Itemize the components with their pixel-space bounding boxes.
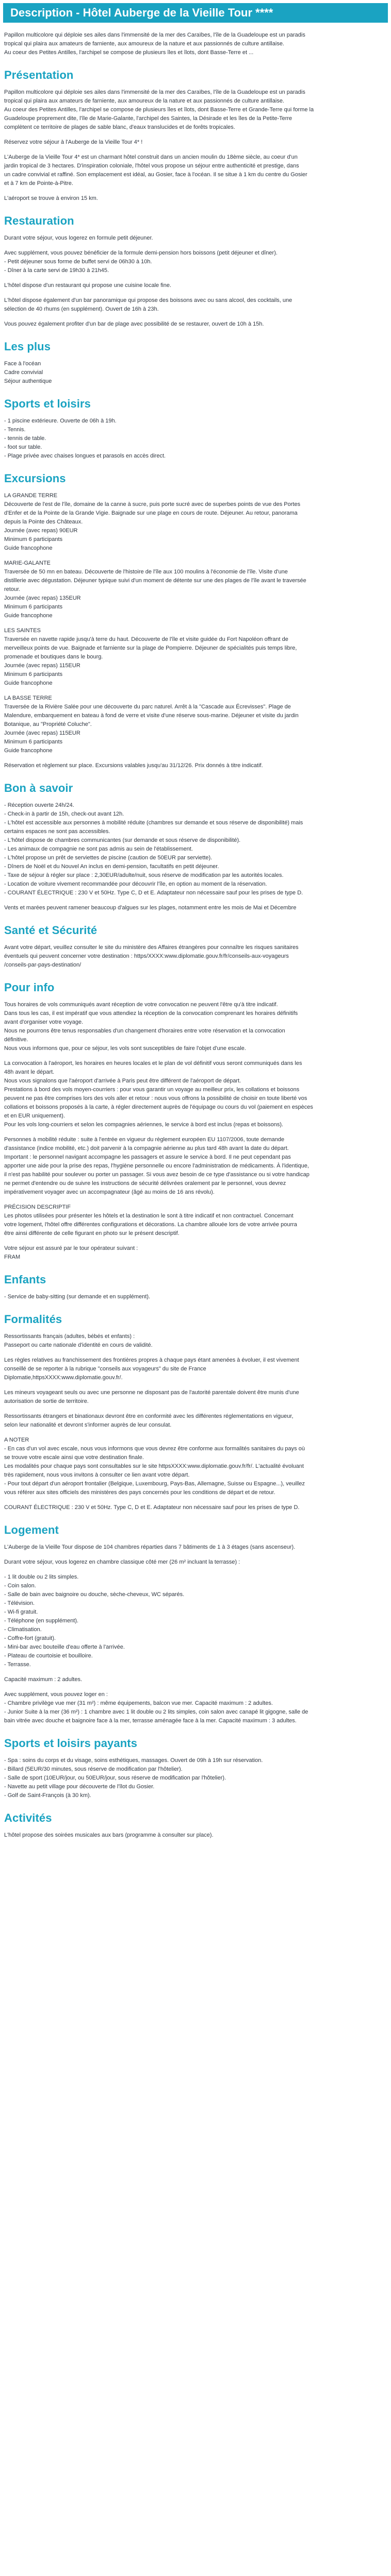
text-line: La convocation à l'aéroport, les horaires en heures locales et le plan de vol définitif vous seront communiqués dans les [4, 1060, 302, 1066]
text-line: - Location de voiture vivement recommandée pour découvrir l'île, en option au moment de la réservation. [4, 881, 267, 887]
section-intro [4, 31, 388, 57]
text-line: Nous vous signalons que l'aéroport d'arrivée à Paris peut être différent de l'aéroport de départ. [4, 1078, 241, 1084]
text-line: très rapidement, nous vous invitons à consulter ce lien avant votre départ. [4, 1472, 190, 1478]
text-line: - Dîner à la carte servi de 19h30 à 21h45. [4, 267, 109, 274]
page-title-bar [3, 3, 388, 23]
text-line: - Pour tout départ d'un aéroport frontalier (Belgique, Luxembourg, Pays-Bas, Allemagne, Suisse ou Espagne...), veuillez [4, 1481, 305, 1487]
text-line: Les photos utilisées pour présenter les hôtels et la destination le sont à titre indicatif et non contractuel. Concernant [4, 1213, 294, 1219]
text-line: - Salle de bain avec baignoire ou douche, sèche-cheveux, WC séparés. [4, 1591, 185, 1598]
text-line: Guide francophone [4, 613, 53, 619]
text-line: - Chambre privilège vue mer (31 m²) : même équipements, balcon vue mer. Capacité maximum : 2 adultes. [4, 1700, 273, 1706]
paragraph [4, 1203, 388, 1238]
section-activites [4, 1811, 388, 1840]
text-line: certains espaces ne sont pas accessibles. [4, 828, 110, 835]
section-heading-formalites: Formalités [4, 1313, 62, 1326]
text-line: Réservation et règlement sur place. Excursions valables jusqu'au 31/12/26. Prix donnés à titre indicatif. [4, 762, 263, 769]
text-line: Réservez votre séjour à l'Auberge de la Vieille Tour 4* ! [4, 139, 143, 145]
text-line: d'assistance (indice mobilité, etc.) doit parvenir à la compagnie aérienne au plus tard 48h avant la date du départ. [4, 1145, 289, 1151]
text-line: Durant votre séjour, vous logerez en chambre classique côté mer (26 m² incluant la terrasse) : [4, 1559, 240, 1565]
text-line: Ressortissants français (adultes, bébés et enfants) : [4, 1333, 135, 1340]
text-line: L'Auberge de la Vieille Tour 4* est un charmant hôtel construit dans un ancien moulin du 18ème siècle, au coeur d'un [4, 154, 298, 160]
text-line: - Coffre-fort (gratuit). [4, 1635, 56, 1641]
text-line: Pour les vols long-courriers et selon les compagnies aériennes, le service à bord est inclus (repas et boissons). [4, 1122, 284, 1128]
text-line: Minimum 6 participants [4, 604, 63, 610]
text-line: - tennis de table. [4, 435, 46, 442]
text-line: - Billard (5EUR/30 minutes, sous réserve de modification par l'hôtelier). [4, 1766, 183, 1772]
text-line: tropical qui plaira aux amateurs de farniente, aux amoureux de la nature et aux passionnés de culture antillaise. [4, 41, 284, 47]
text-line: Avec supplément, vous pouvez bénéficier de la formule demi-pension hors boissons (petit déjeuner et dîner). [4, 250, 278, 256]
text-line: - 1 lit double ou 2 lits simples. [4, 1574, 79, 1580]
text-line: Guide francophone [4, 545, 53, 551]
text-line: Guadeloupe proprement dite, l'île de Marie-Galante, l'archipel des Saintes, la Désirade et les îles de la Petite-Terre [4, 115, 292, 122]
text-line: Nous vous informons que, pour ce séjour, les vols sont susceptibles de faire l'objet d'une escale. [4, 1045, 246, 1052]
text-line: Traversée en navette rapide jusqu'à terre du haut. Découverte de l'île et visite guidée du Fort Napoléon offrant de [4, 636, 288, 642]
section-excursions [4, 472, 388, 770]
text-line: Journée (avec repas) 90EUR [4, 528, 78, 534]
text-line: A NOTER [4, 1437, 29, 1443]
paragraph [4, 801, 388, 897]
text-line: Minimum 6 participants [4, 536, 63, 543]
paragraph [4, 1675, 388, 1684]
text-line: Vous pouvez également profiter d'un bar de plage avec possibilité de se restaurer, ouvert de 10h à 15h. [4, 321, 264, 327]
paragraph [4, 626, 388, 688]
paragraph [4, 904, 388, 912]
text-line: - Dîners de Noël et du Nouvel An inclus en demi-pension, facultatifs en petit déjeuner. [4, 863, 219, 870]
text-line: Avec supplément, vous pouvez loger en : [4, 1691, 108, 1698]
paragraph [4, 1356, 388, 1382]
text-line: Séjour authentique [4, 378, 52, 384]
paragraph [4, 249, 388, 275]
text-line: complètent ce territoire de plages de sable blanc, d'eaux translucides et de forêts tropicales. [4, 124, 235, 130]
text-line: - Salle de sport (10EUR/jour, ou 50EUR/jour, sous réserve de modification par l'hôtelier). [4, 1775, 226, 1781]
page-title: Description - Hôtel Auberge de la Vieille Tour **** [10, 6, 273, 19]
text-line: PRÉCISION DESCRIPTIF [4, 1204, 71, 1210]
text-line: - Wi-fi gratuit. [4, 1609, 38, 1615]
text-line: - Tennis. [4, 427, 26, 433]
text-line: et à 7 km de Pointe-à-Pitre. [4, 180, 73, 187]
text-line: Dans tous les cas, il est impératif que vous attendiez la réception de la convocation comprenant les horaires définitifs [4, 1010, 298, 1016]
text-line: vous référer aux sites officiels des ministères des pays concernés pour les conditions de départ et de retour. [4, 1489, 275, 1496]
paragraph [4, 320, 388, 329]
text-line: /conseils-par-pays-destination/ [4, 962, 82, 968]
text-line: Au coeur des Petites Antilles, l'archipel se compose de plusieurs îles et îlots, dont Basse-Terre et Grande-Terre qui forme la [4, 107, 314, 113]
text-line: merveilleux points de vue. Baignade et farniente sur la plage de Pompierre. Déjeuner de spécialités puis temps libre, [4, 645, 297, 651]
section-heading-logement: Logement [4, 1523, 59, 1536]
text-line: Diplomatie,httpsXXXX:www.diplomatie.gouv.fr/. [4, 1375, 123, 1381]
text-line: FRAM [4, 1254, 21, 1260]
text-line: - L'hôtel propose un prêt de serviettes de piscine (caution de 50EUR par serviette). [4, 855, 213, 861]
text-line: bain vitrée avec douche et baignoire face à la mer, terrasse aménagée face à la mer. Capacité maximum : 3 adultes. [4, 1718, 297, 1724]
text-line: définitive. [4, 1037, 28, 1043]
paragraph [4, 1436, 388, 1497]
description-content [3, 31, 388, 1840]
text-line: Papillon multicolore qui déploie ses ailes dans l'immensité de la mer des Caraïbes, l'île de la Guadeloupe est un paradis [4, 89, 305, 95]
paragraph [4, 296, 388, 314]
paragraph [4, 761, 388, 770]
section-heading-restauration: Restauration [4, 214, 74, 227]
section-heading-activites: Activités [4, 1811, 52, 1824]
text-line: d'Enfer et de la Pointe de la Grande Vigie. Baignade sur une plage en cours de route. Déjeuner. Au retour, panorama [4, 510, 298, 516]
text-line: - Service de baby-sitting (sur demande et en supplément). [4, 1294, 151, 1300]
text-line: LA BASSE TERRE [4, 695, 52, 701]
text-line: LA GRANDE TERRE [4, 493, 58, 499]
text-line: Papillon multicolore qui déploie ses ailes dans l'immensité de la mer des Caraïbes, l'île de la Guadeloupe est un paradis [4, 32, 305, 38]
section-heading-enfants: Enfants [4, 1273, 46, 1286]
text-line: et en EUR uniquement). [4, 1113, 66, 1119]
paragraph [4, 492, 388, 553]
section-plus [4, 340, 388, 386]
page [0, 3, 391, 1840]
text-line: Important : le personnel navigant accompagne les passagers et assure le service à bord. Il ne peut cependant pas [4, 1154, 291, 1160]
paragraph [4, 1573, 388, 1669]
text-line: - Réception ouverte 24h/24. [4, 802, 74, 808]
paragraph [4, 31, 388, 57]
paragraph [4, 281, 388, 290]
text-line: Journée (avec repas) 115EUR [4, 663, 80, 669]
paragraph [4, 234, 388, 243]
text-line: - Junior Suite à la mer (36 m²) : 1 chambre avec 1 lit double ou 2 lits simples, coin salon avec canapé lit gigogne, salle de [4, 1709, 308, 1715]
text-line: Durant votre séjour, vous logerez en formule petit déjeuner. [4, 235, 153, 241]
section-heading-info: Pour info [4, 981, 55, 994]
paragraph [4, 1388, 388, 1406]
text-line: - Climatisation. [4, 1626, 42, 1633]
section-heading-sante: Santé et Sécurité [4, 924, 97, 937]
text-line: Les règles relatives au franchissement des frontières propres à chaque pays étant amenées à évoluer, il est vivement [4, 1357, 299, 1363]
text-line: - Télévision. [4, 1600, 35, 1606]
text-line: être ainsi différente de celle figurant en photo sur le présent descriptif. [4, 1230, 180, 1236]
text-line: Personnes à mobilité réduite : suite à l'entrée en vigueur du règlement européen EU 1107/2006, toute demande [4, 1137, 285, 1143]
paragraph [4, 194, 388, 203]
paragraph [4, 1412, 388, 1430]
text-line: tropical qui plaira aux amateurs de farniente, aux amoureux de la nature et aux passionnés de culture antillaise. [4, 98, 284, 104]
text-line: - Téléphone (en supplément). [4, 1618, 79, 1624]
text-line: - Terrasse. [4, 1662, 31, 1668]
text-line: Journée (avec repas) 135EUR [4, 595, 81, 601]
text-line: - Check-in à partir de 15h, check-out avant 12h. [4, 811, 124, 817]
section-enfants [4, 1273, 388, 1301]
text-line: Guide francophone [4, 680, 53, 686]
section-heading-plus: Les plus [4, 340, 51, 353]
text-line: Capacité maximum : 2 adultes. [4, 1676, 83, 1683]
text-line: 48h avant le départ. [4, 1069, 55, 1075]
section-sports [4, 397, 388, 461]
text-line: MARIE-GALANTE [4, 560, 51, 566]
paragraph [4, 1244, 388, 1262]
text-line: Les mineurs voyageant seuls ou avec une personne ne disposant pas de l'autorité parentale doivent être munis d'une [4, 1389, 299, 1396]
paragraph [4, 1503, 388, 1512]
text-line: Au coeur des Petites Antilles, l'archipel se compose de plusieurs îles et îlots, dont Basse-Terre et ... [4, 49, 254, 56]
text-line: votre logement, l'hôtel offre différentes configurations et décorations. La chambre allouée lors de votre arrivée pourra [4, 1222, 297, 1228]
text-line: peuvent ne pas être comprises lors des vols aller et retour : nous vous offrons la possibilité de choisir en toute liberté vos [4, 1095, 307, 1101]
text-line: L'Auberge de la Vieille Tour dispose de 104 chambres réparties dans 7 bâtiments de 1 à 3 étages (sans ascenseur). [4, 1544, 296, 1550]
text-line: conseillé de se reporter à la rubrique "conseils aux voyageurs" du site de France [4, 1366, 206, 1372]
section-info [4, 981, 388, 1262]
text-line: se trouve votre escale ainsi que votre destination finale. [4, 1454, 144, 1461]
paragraph [4, 1690, 388, 1725]
text-line: Minimum 6 participants [4, 671, 63, 677]
text-line: un cadre convivial et raffiné. Son emplacement est idéal, au Gosier, face à l'océan. Il se situe à 1 km du centre du Gosier [4, 172, 307, 178]
text-line: Ressortissants étrangers et binationaux devront être en conformité avec les différentes réglementations en vigueur, [4, 1413, 294, 1419]
text-line: Traversée de 50 mn en bateau. Découverte de l'histoire de l'île aux 100 moulins à l'économie de l'île. Visite d'une [4, 569, 288, 575]
text-line: apporter une aide pour la prise des repas, l'hygiène personnelle ou encore l'administration de médicaments. À l'identique, [4, 1163, 309, 1169]
paragraph [4, 1756, 388, 1800]
section-formalites [4, 1313, 388, 1512]
text-line: - foot sur table. [4, 444, 42, 450]
text-line: - Navette au petit village pour découverte de l'îlot du Gosier. [4, 1784, 155, 1790]
section-logement [4, 1523, 388, 1725]
text-line: Tous horaires de vols communiqués avant réception de votre convocation ne peuvent l'être qu'à titre indicatif. [4, 1002, 278, 1008]
text-line: Nous ne pourrons être tenus responsables d'un changement d'horaires entre votre réservation et la convocation [4, 1028, 285, 1034]
text-line: COURANT ÉLECTRIQUE : 230 V et 50Hz. Type C, D et E. Adaptateur non nécessaire sauf pour les prises de type D. [4, 1504, 300, 1511]
text-line: - En cas d'un vol avec escale, nous vous informons que vous devrez être conforme aux formalités sanitaires du pays où [4, 1446, 305, 1452]
text-line: Avant votre départ, veuillez consulter le site du ministère des Affaires étrangères pour connaître les risques sanitaires [4, 944, 299, 951]
text-line: Cadre convivial [4, 369, 43, 376]
section-sante [4, 924, 388, 970]
section-restauration [4, 214, 388, 329]
text-line: - Les animaux de compagnie ne sont pas admis au sein de l'établissement. [4, 846, 193, 852]
text-line: - Spa : soins du corps et du visage, soins esthétiques, massages. Ouvert de 09h à 19h sur réservation. [4, 1757, 263, 1764]
text-line: - Petit déjeuner sous forme de buffet servi de 06h30 à 10h. [4, 259, 152, 265]
text-line: - Taxe de séjour à régler sur place : 2,30EUR/adulte/nuit, sous réserve de modification par les autorités locales. [4, 872, 284, 878]
paragraph [4, 559, 388, 620]
text-line: - Plateau de courtoisie et bouilloire. [4, 1653, 93, 1659]
paragraph [4, 1558, 388, 1567]
text-line: sélection de 40 rhums (en supplément). Ouvert de 16h à 23h. [4, 306, 159, 312]
text-line: - Mini-bar avec bouteille d'eau offerte à l'arrivée. [4, 1644, 125, 1650]
section-bonavoir [4, 782, 388, 912]
text-line: distillerie avec dégustation. Déjeuner typique suivi d'un moment de détente sur une des plages de l'île avant le traversée [4, 578, 306, 584]
paragraph [4, 138, 388, 147]
paragraph [4, 943, 388, 970]
paragraph [4, 1136, 388, 1197]
text-line: impérativement voyager avec un accompagnateur (âgé au moins de 16 ans révolu). [4, 1189, 215, 1195]
text-line: selon leur nationalité et devront s'informer auprès de leur consulat. [4, 1422, 172, 1428]
text-line: L'hôtel dispose également d'un bar panoramique qui propose des boissons avec ou sans alcool, des cocktails, une [4, 297, 292, 303]
text-line: L'hôtel propose des soirées musicales aux bars (programme à consulter sur place). [4, 1832, 214, 1838]
section-payants [4, 1737, 388, 1800]
section-heading-payants: Sports et loisirs payants [4, 1737, 138, 1750]
text-line: - Coin salon. [4, 1583, 36, 1589]
text-line: Vents et marées peuvent ramener beaucoup d'algues sur les plages, notamment entre les mois de Mai et Décembre [4, 905, 297, 911]
text-line: L'hôtel dispose d'un restaurant qui propose une cuisine locale fine. [4, 282, 172, 289]
paragraph [4, 88, 388, 132]
text-line: Les modalités pour chaque pays sont consultables sur le site httpsXXXX:www.diplomatie.gouv.fr/fr/. L'actualité évoluant [4, 1463, 304, 1469]
text-line: Votre séjour est assuré par le tour opérateur suivant : [4, 1245, 138, 1251]
text-line: Prestations à bord des vols moyen-courriers : pour vous garantir un voyage au meilleur prix, les collations et boissons [4, 1087, 300, 1093]
text-line: - L'hôtel dispose de chambres communicantes (sur demande et sous réserve de disponibilité). [4, 837, 241, 843]
text-line: Journée (avec repas) 115EUR [4, 730, 80, 736]
section-heading-bonavoir: Bon à savoir [4, 782, 73, 794]
section-heading-excursions: Excursions [4, 472, 66, 485]
text-line: depuis la Pointe des Châteaux. [4, 519, 83, 525]
text-line: ne permet d'entendre ou de suivre les instructions de sécurité délivrées oralement par le personnel, vous devrez [4, 1180, 286, 1187]
section-presentation [4, 69, 388, 203]
text-line: promenade et boutiques dans le bourg. [4, 654, 103, 660]
text-line: - COURANT ÉLECTRIQUE : 230 V et 50Hz. Type C, D et E. Adaptateur non nécessaire sauf pour les prises de type D. [4, 890, 303, 896]
paragraph [4, 417, 388, 461]
text-line: avant d'organiser votre voyage. [4, 1019, 84, 1025]
text-line: retour. [4, 586, 21, 592]
text-line: autorisation de sortie de territoire. [4, 1398, 89, 1404]
paragraph [4, 1001, 388, 1053]
text-line: collations et boissons proposés à la carte, à régler directement auprès de l'équipage ou cours du vol (paiement en espèces [4, 1104, 313, 1110]
text-line: éventuels qui peuvent concerner votre destination : https/XXXX:www.diplomatie.gouv.fr/fr/conseils-aux-voyageurs [4, 953, 289, 959]
text-line: Traversée de la Rivière Salée pour une découverte du parc naturel. Arrêt à la "Cascade aux Écrevisses". Plage de [4, 704, 291, 710]
text-line: Passeport ou carte nationale d'identité en cours de validité. [4, 1342, 153, 1348]
section-heading-presentation: Présentation [4, 69, 74, 81]
text-line: Face à l'océan [4, 361, 41, 367]
text-line: - 1 piscine extérieure. Ouverte de 06h à 19h. [4, 418, 117, 424]
paragraph [4, 1831, 388, 1840]
paragraph [4, 1332, 388, 1350]
text-line: - L'hôtel est accessible aux personnes à mobilité réduite (chambres sur demande et sous réserve de disponibilité) mais [4, 820, 303, 826]
text-line: L'aéroport se trouve à environ 15 km. [4, 195, 98, 201]
text-line: il n'est pas habilité pour soulever ou porter un passager. Si vous avez besoin de ce type d'assistance ou si votre handicap [4, 1172, 309, 1178]
text-line: Guide francophone [4, 748, 53, 754]
text-line: Découverte de l'est de l'île, domaine de la canne à sucre, puis porte sucré avec de superbes points de vue des Portes [4, 501, 301, 507]
text-line: - Golf de Saint-François (à 30 km). [4, 1792, 91, 1799]
text-line: Botanique, au "Propriété Coluche". [4, 721, 92, 727]
paragraph [4, 1059, 388, 1129]
text-line: jardin tropical de 3 hectares. D'inspiration coloniale, l'hôtel vous propose un séjour entre authenticité et prestige, dans [4, 163, 299, 169]
paragraph [4, 1293, 388, 1301]
paragraph [4, 1543, 388, 1552]
section-heading-sports: Sports et loisirs [4, 397, 91, 410]
text-line: LES SAINTES [4, 628, 41, 634]
paragraph [4, 153, 388, 188]
paragraph [4, 694, 388, 755]
text-line: Malendure, embarquement en bateau à fond de verre et visite d'une réserve sous-marine. Déjeuner et visite du jardin [4, 713, 299, 719]
text-line: - Plage privée avec chaises longues et parasols en accès direct. [4, 453, 166, 459]
paragraph [4, 360, 388, 386]
text-line: Minimum 6 participants [4, 739, 63, 745]
